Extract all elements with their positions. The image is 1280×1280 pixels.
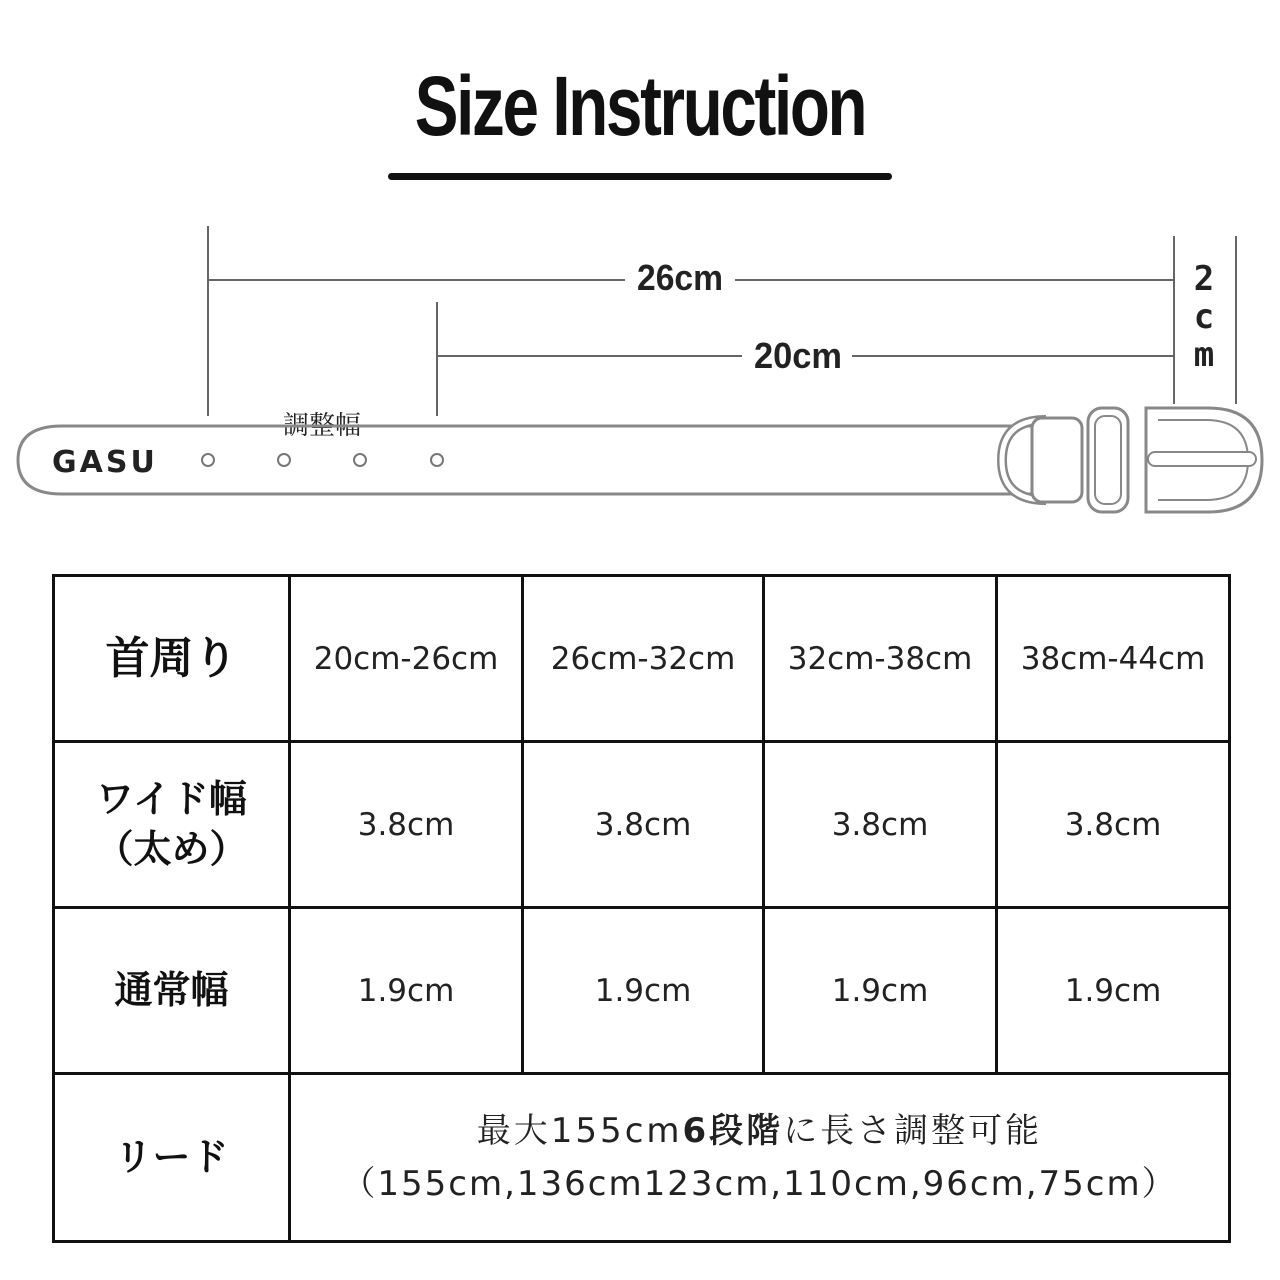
width-label-char: 2 <box>1193 259 1215 299</box>
table-row-lead <box>54 1074 1230 1242</box>
table-row-wide-width <box>54 742 1230 908</box>
neck-size-cell: 38cm-44cm <box>997 576 1230 742</box>
row-header-neck: 首周り <box>54 576 290 742</box>
collar-strap <box>18 426 1040 494</box>
width-label-char: m <box>1193 335 1215 375</box>
neck-size-cell: 26cm-32cm <box>523 576 764 742</box>
normal-width-cell: 1.9cm <box>997 908 1230 1074</box>
wide-width-cell: 3.8cm <box>997 742 1230 908</box>
size-table <box>52 574 1231 1243</box>
strap-hole <box>354 454 366 466</box>
row-header-wide-width <box>54 742 290 908</box>
lead-steps: 6段階 <box>682 1110 784 1151</box>
row-header-wide-line2: （太め） <box>95 826 248 871</box>
brand-label: GASU <box>52 445 158 480</box>
length-label: 26cm <box>637 257 723 298</box>
neck-size-cell: 32cm-38cm <box>764 576 997 742</box>
lead-line-1 <box>291 1105 1228 1158</box>
table-row-neck <box>54 576 1230 742</box>
collar-diagram <box>0 0 1280 560</box>
width-label-char: c <box>1193 297 1215 337</box>
lead-adjustable: に長さ調整可能 <box>783 1110 1043 1151</box>
keeper-loop <box>1032 418 1082 502</box>
adjust-label: 20cm <box>754 335 842 376</box>
lead-line-2: （155cm,136cm123cm,110cm,96cm,75cm） <box>341 1163 1178 1204</box>
wide-width-cell: 3.8cm <box>764 742 997 908</box>
normal-width-cell: 1.9cm <box>523 908 764 1074</box>
neck-size-cell: 20cm-26cm <box>290 576 523 742</box>
strap-hole <box>431 454 443 466</box>
table-row-normal-width <box>54 908 1230 1074</box>
lead-max-length: 最大155cm <box>476 1110 683 1151</box>
row-header-wide-line1: ワイド幅 <box>96 777 247 822</box>
adjust-range-label: 調整幅 <box>282 411 362 441</box>
lead-description-cell <box>290 1074 1230 1242</box>
wide-width-cell: 3.8cm <box>523 742 764 908</box>
normal-width-cell: 1.9cm <box>290 908 523 1074</box>
wide-width-cell: 3.8cm <box>290 742 523 908</box>
row-header-normal-width: 通常幅 <box>54 908 290 1074</box>
strap-hole <box>278 454 290 466</box>
row-header-lead: リード <box>54 1074 290 1242</box>
normal-width-cell: 1.9cm <box>764 908 997 1074</box>
strap-hole <box>202 454 214 466</box>
buckle-icon <box>1146 408 1262 512</box>
page-title: Size Instruction <box>414 59 866 153</box>
